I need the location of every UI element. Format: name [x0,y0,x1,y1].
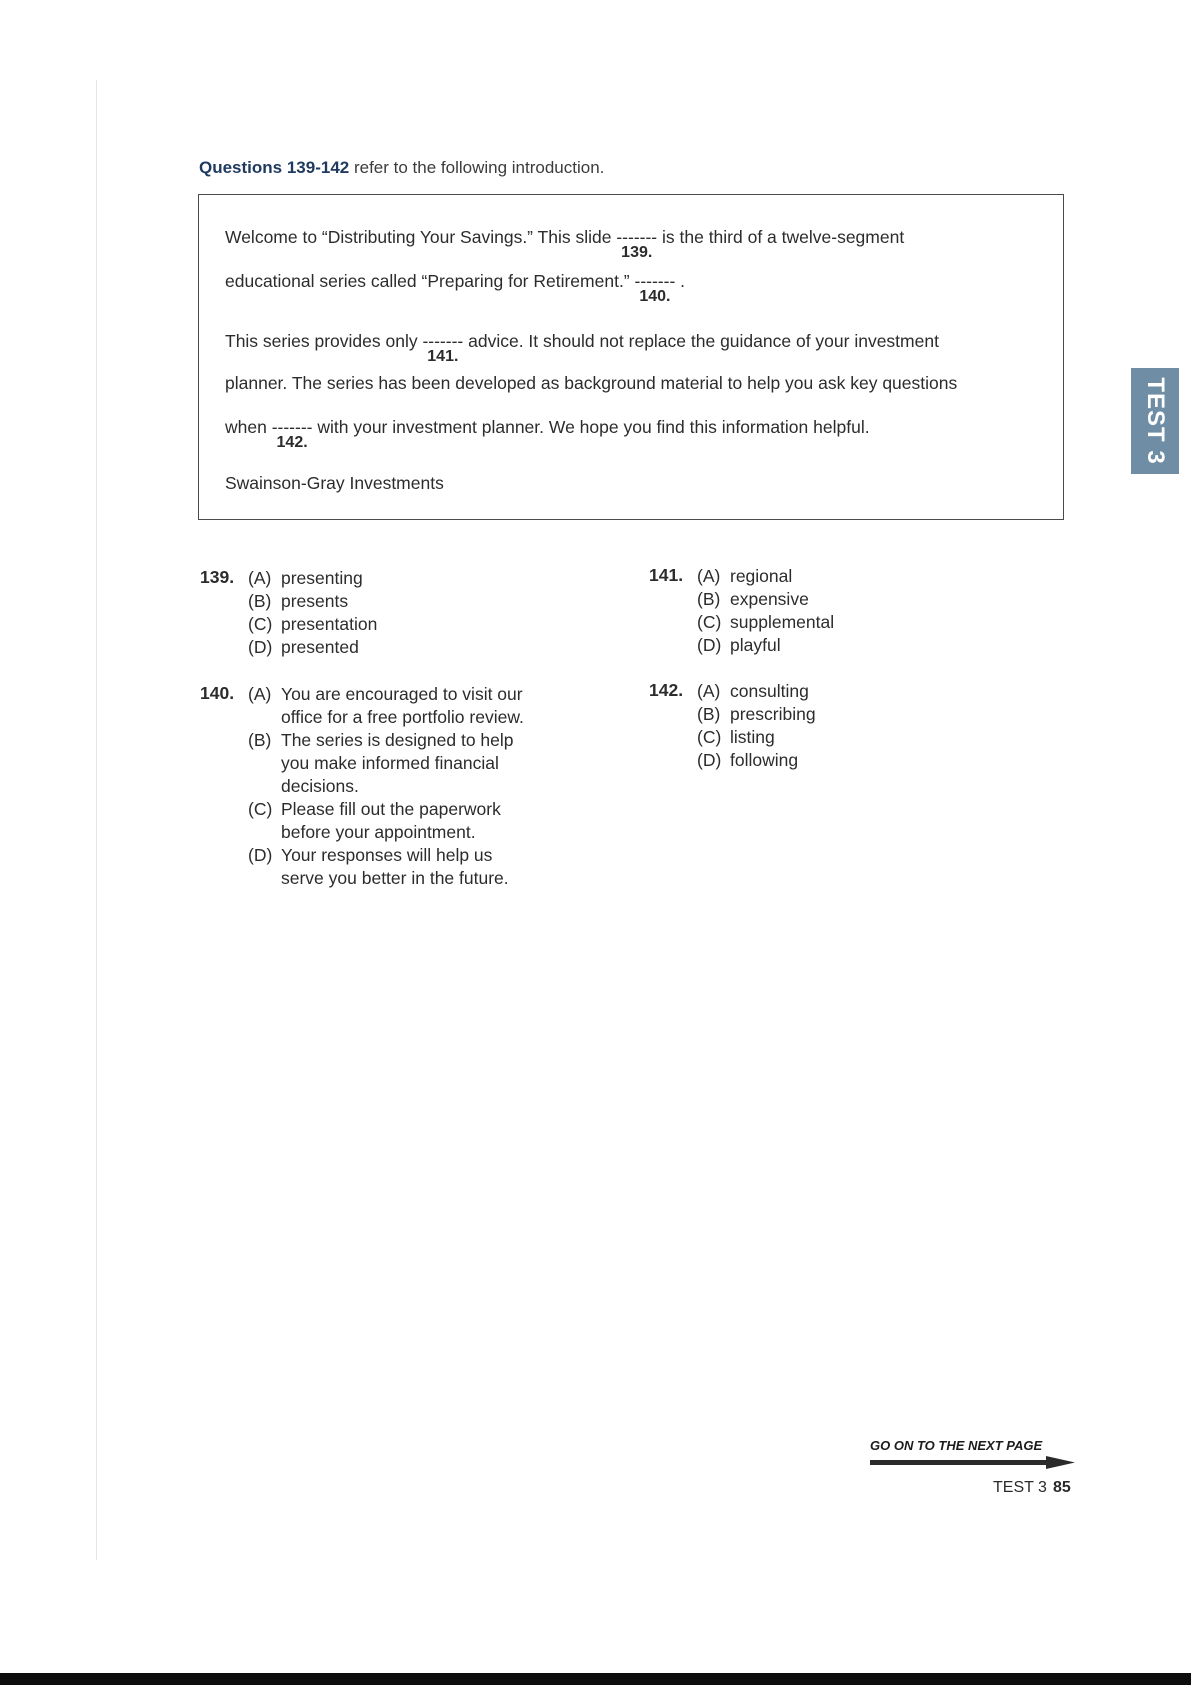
option-text: You are encouraged to visit our office for a free portfolio review. [281,684,524,727]
answer-option-b[interactable] [697,703,1057,726]
option-letter: (B) [248,591,272,611]
option-letter: (B) [697,704,721,724]
test-section-label: TEST 3 [1142,377,1169,465]
scan-edge-strip [0,1673,1191,1685]
passage-text: advice. It should not replace the guidance of your investment [463,331,939,351]
option-letter: (B) [697,589,721,609]
option-text: prescribing [730,704,816,724]
answer-options [697,680,1057,772]
option-text: regional [730,566,793,586]
answer-options [248,683,608,890]
passage-text: . [675,271,686,291]
passage-text: educational series called “Preparing for Retirement.” [225,271,635,291]
test-section-tab [1131,368,1179,474]
passage-text: Welcome to “Distributing Your Savings.” This slide [225,227,617,247]
answer-option-b[interactable] [697,588,1057,611]
passage-line-1 [225,227,905,261]
question-number: 141. [649,565,684,585]
passage-box [198,194,1064,520]
binding-edge [96,80,97,1560]
answer-option-a[interactable] [248,567,608,590]
page-number: 85 [1052,1479,1071,1496]
option-text: presenting [281,568,363,588]
blank-dashes: ------- [616,227,658,247]
blank-number: 140. [639,288,671,305]
answer-option-b[interactable] [248,590,608,613]
option-text: supplemental [730,612,835,632]
option-text: expensive [730,589,809,609]
passage-text: with your investment planner. We hope you find this information helpful. [312,417,870,437]
blank-dashes: ------- [422,331,464,351]
option-text: following [730,750,799,770]
option-text: Your responses will help us serve you better in the future. [281,845,509,888]
option-letter: (C) [248,614,273,634]
option-letter: (D) [248,845,273,865]
answer-option-c[interactable] [248,613,608,636]
blank-number: 139. [621,244,653,261]
blank-dashes: ------- [271,417,313,437]
option-text: consulting [730,681,809,701]
option-text: presents [281,591,349,611]
answer-option-a[interactable] [697,565,1057,588]
answer-options [697,565,1057,657]
answer-option-c[interactable] [248,798,608,844]
next-page-label: GO ON TO THE NEXT PAGE [870,1438,1043,1453]
option-text: The series is designed to help you make informed financial decisions. [281,730,514,796]
question-number: 142. [649,680,684,700]
answer-option-a[interactable] [697,680,1057,703]
option-letter: (D) [248,637,273,657]
blank-139 [616,227,658,261]
passage-text: when [225,417,272,437]
option-letter: (D) [697,635,722,655]
answer-option-b[interactable] [248,729,608,798]
intro-line [199,158,604,178]
passage-text: This series provides only [225,331,423,351]
question-number: 139. [200,567,235,587]
option-text: listing [730,727,775,747]
option-letter: (C) [248,799,273,819]
option-letter: (C) [697,612,722,632]
option-text: presentation [281,614,378,634]
option-letter: (B) [248,730,272,750]
answer-options [248,567,608,659]
blank-142 [271,417,313,451]
answer-option-a[interactable] [248,683,608,729]
option-letter: (A) [697,566,721,586]
answer-option-d[interactable] [248,844,608,890]
question-number: 140. [200,683,235,703]
footer-test-label: TEST 3 [993,1479,1047,1496]
answer-option-c[interactable] [697,726,1057,749]
option-text: Please fill out the paperwork before your appointment. [281,799,501,842]
option-text: playful [730,635,781,655]
passage-line-3 [225,331,939,365]
page-footer [993,1479,1071,1497]
answer-option-c[interactable] [697,611,1057,634]
passage-text: is the third of a twelve-segment [657,227,905,247]
option-letter: (A) [697,681,721,701]
passage-line-2 [225,271,686,305]
option-letter: (A) [248,684,272,704]
passage-signature: Swainson-Gray Investments [225,473,444,493]
answer-option-d[interactable] [697,634,1057,657]
option-letter: (D) [697,750,722,770]
answer-option-d[interactable] [697,749,1057,772]
intro-text: refer to the following introduction. [349,158,605,177]
option-letter: (A) [248,568,272,588]
blank-140 [634,271,676,305]
answer-option-d[interactable] [248,636,608,659]
blank-number: 141. [427,348,459,365]
next-page-arrow-icon [870,1456,1075,1470]
blank-dashes: ------- [634,271,676,291]
question-range: Questions 139-142 [199,158,350,177]
passage-line-4: planner. The series has been developed as background material to help you ask key questions [225,373,958,393]
blank-number: 142. [276,434,308,451]
passage-line-5 [225,417,870,451]
blank-141 [422,331,464,365]
option-text: presented [281,637,359,657]
option-letter: (C) [697,727,722,747]
